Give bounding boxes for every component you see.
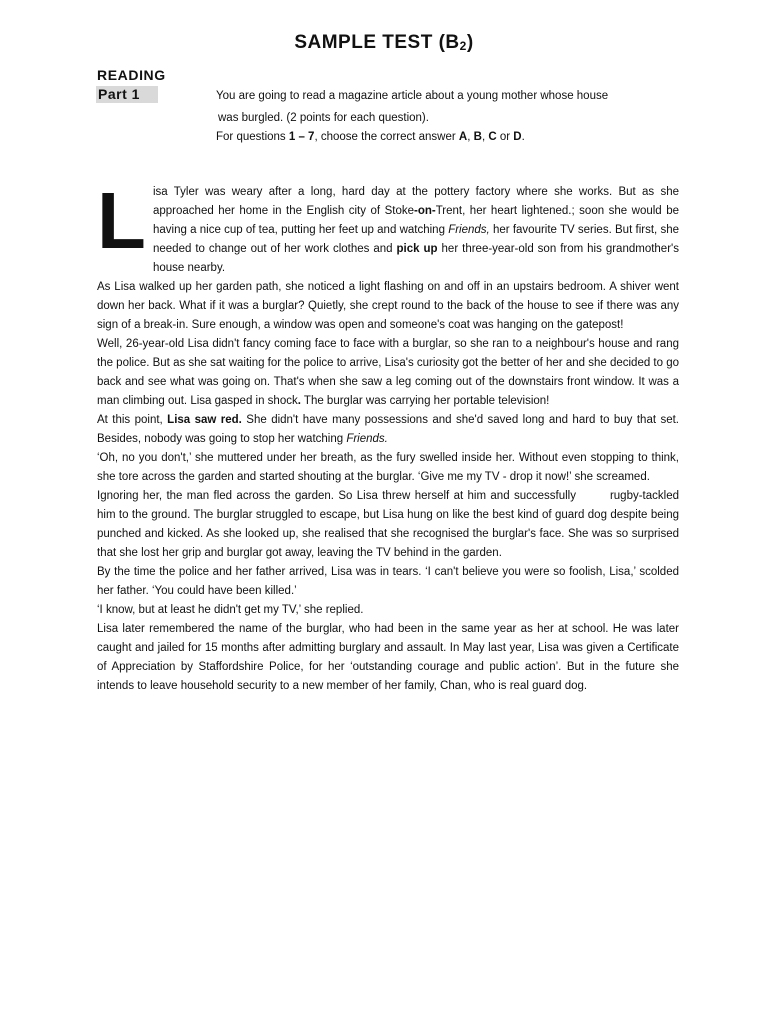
article-paragraph-4: At this point, Lisa saw red. She didn't have many possessions and she'd saved long and hard to buy that set. Besides, nobody was going to stop her watching Friends. (97, 414, 679, 445)
article-paragraph-7: By the time the police and her father arrived, Lisa was in tears. ‘I can't believe you were so foolish, Lisa,’ scolded her father. ‘You could have been killed.’ (97, 566, 679, 597)
part-label: Part 1 (96, 86, 158, 103)
page-title: SAMPLE TEST (B2) (294, 32, 474, 53)
title-subscript: 2 (459, 39, 467, 53)
instructions-line-2: was burgled. (2 points for each question). (218, 112, 429, 124)
article-paragraph-5: ‘Oh, no you don't,’ she muttered under her breath, as the fury swelled inside her. Without even stopping to think, she tore across the garden and started shouting at the burglar. ‘Give me my TV - drop it now!’ she screamed. (97, 452, 679, 483)
article-paragraph-8: ‘I know, but at least he didn't get my TV,’ she replied. (97, 604, 364, 616)
drop-cap: L (97, 176, 146, 265)
instructions-line-1: You are going to read a magazine article about a young mother whose house (216, 90, 609, 102)
article-paragraph-9: Lisa later remembered the name of the burglar, who had been in the same year as her at school. He was later caught and jailed for 15 months after admitting burglary and assault. In May last year, Lisa was given a Certificate of Appreciation by Staffordshire Police, for her ‘outstanding courage and public action’. But in the future she intends to leave household security to a new member of her family, Chan, who is real guard dog. (97, 623, 679, 692)
instructions-line-3: For questions 1 – 7, choose the correct answer A, B, C or D. (216, 131, 525, 143)
article-paragraph-3: Well, 26-year-old Lisa didn't fancy coming face to face with a burglar, so she ran to a neighbour's house and rang the police. But as she sat waiting for the police to arrive, Lisa's curiosity got the better of her and she decided to go back and see what was going on. That's when she saw a leg coming out of the downstairs front window. It was a man climbing out. Lisa gasped in shock. The burglar was carrying her portable television! (97, 338, 680, 407)
article-paragraph-1: isa Tyler was weary after a long, hard day at the pottery factory where she works. But as she approached her home in the English city of Stoke-on-Trent, her heart lightened.; soon she would be having a nice cup of tea, putting her feet up and watching Friends, her favourite TV series. But first, she needed to change out of her work clothes and pick up her three-year-old son from his grandmother's house nearby. (153, 186, 679, 274)
article-body (97, 176, 680, 696)
article-paragraph-6: Ignoring her, the man fled across the garden. So Lisa threw herself at him and successfully rugby-tackled him to the ground. The burglar struggled to escape, but Lisa hung on like the best kind of guard dog despite being punched and kicked. As she looked up, she realised that she recognised the burglar's face. She was so surprised that she lost her grip and burglar got away, leaving the TV behind in the garden. (97, 490, 679, 559)
article-paragraph-2: As Lisa walked up her garden path, she noticed a light flashing on and off in an upstairs bedroom. A shiver went down her back. What if it was a burglar? Quietly, she crept round to the back of the house to see if there was any sign of a break-in. Sure enough, a window was open and someone's coat was hanging on the gatepost! (97, 281, 679, 331)
section-heading: READING (97, 67, 166, 83)
